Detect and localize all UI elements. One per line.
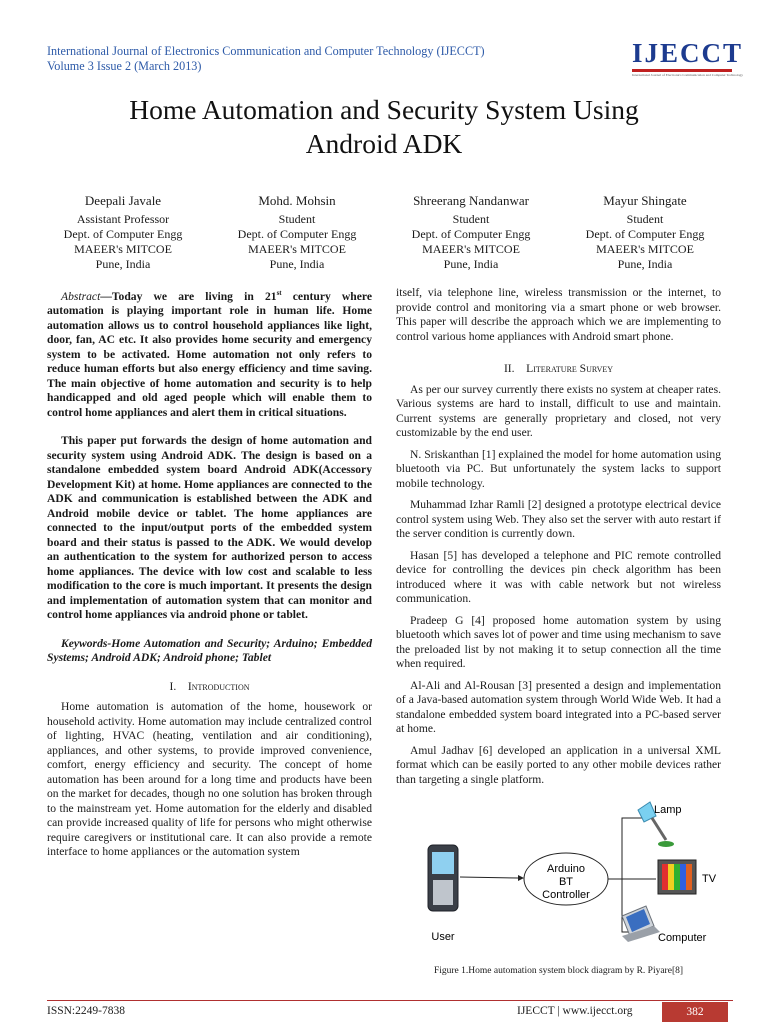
author-place: Pune, India — [443, 257, 499, 271]
logo-underline — [632, 69, 732, 72]
lit-para-7: Amul Jadhav [6] developed an application in a universal XML format which can be easily ported to any other mobile devices rather than targeting a single platform. — [396, 743, 721, 786]
title-line-2: Android ADK — [305, 128, 463, 159]
footer-issn: ISSN:2249-7838 — [47, 1005, 125, 1017]
author-dept: Dept. of Computer Engg — [585, 227, 705, 241]
abstract-label: Abstract — [61, 289, 101, 303]
keywords: Keywords-Home Automation and Security; Arduino; Embedded Systems; Android ADK; Android phone; Tablet — [47, 636, 372, 665]
author-place: Pune, India — [617, 257, 673, 271]
phone-icon — [428, 845, 458, 911]
journal-logo — [626, 38, 744, 78]
lit-para-6: Al-Ali and Al-Rousan [3] presented a design and implementation of a Java-based automation system through World Wide Web. It had a standalone embedded system board integrated into a PC-based server at home. — [396, 678, 721, 735]
abstract-para-1: Abstract—Today we are living in 21st century where automation is playing important role in human life. Home automation allows us to control household appliances like light, door, fan, AC etc. It also provides home security and emergency system to be activated. Home automation not only refers to reduce human efforts but also energy efficiency and time saving. The main objective of home automation and security is to help handicapped and old aged people which will enable them to control home appliances and alert them in critical situations. — [47, 289, 372, 419]
lit-para-1: As per our survey currently there exists no system at cheaper rates. Various systems are hard to install, difficult to use and maintain. Current systems are generally proprietary and closed, not very customizable by the end user. — [396, 382, 721, 439]
arrowhead — [518, 875, 524, 881]
abstract-para-2: This paper put forwards the design of home automation and security system using Android ADK. The design is based on a standalone embedded system board Android ADK(Accessory Development Kit) at home. Home appliances are connected to the ADK and communication is established between the ADK and Android mobile device or tablet. The home appliances are connected to the input/output ports of the embedded system board and their status is passed to the ADK. We would develop an authentication to the system for authorized person to access home appliances. The device with low cost and scalable to less modification to the core is much important. It presents the design and implementation of automation system that can monitor and control home appliances via android phone or tablet. — [47, 434, 372, 622]
author-inst: MAEER's MITCOE — [422, 242, 520, 256]
block-diagram — [410, 800, 730, 960]
author-role: Assistant Professor — [76, 212, 170, 226]
computer-label: Computer — [658, 932, 707, 944]
logo-subtitle: International Journal of Electronics Communication and Computer Technology — [632, 73, 743, 77]
controller-label-3: Controller — [542, 889, 590, 901]
computer-icon — [622, 906, 660, 942]
author-3 — [386, 193, 556, 272]
figure-caption: Figure 1.Home automation system block diagram by R. Piyare[8] — [433, 966, 684, 976]
section-heading-introduction: I. Introduction — [169, 679, 250, 693]
author-dept: Dept. of Computer Engg — [237, 227, 357, 241]
intro-paragraph: Home automation is automation of the home, housework or household activity. Home automation may include centralized control of lighting, HVAC (heating, ventilation and air conditioning), appliances, and other systems, to provide improved convenience, comfort, energy efficiency and security. The concept of home automation has been around for a long time and products have been on the market for decades, though no one solution has broken through to the mainstream yet. Home automation for the elderly and disabled can provide increased quality of life for persons who might otherwise require caregivers or institutional care. It can also provide a remote interface to home appliances or the automation system — [47, 700, 372, 859]
author-name: Mayur Shingate — [603, 193, 687, 208]
author-role: Student — [626, 212, 664, 226]
lamp-label: Lamp — [654, 804, 682, 816]
footer-site: IJECCT | www.ijecct.org — [517, 1005, 633, 1017]
tv-label: TV — [702, 873, 717, 885]
right-column — [396, 286, 721, 787]
author-name: Mohd. Mohsin — [258, 193, 336, 208]
author-place: Pune, India — [269, 257, 325, 271]
controller-label-2: BT — [558, 876, 574, 888]
section-heading-literature: II. Literature Survey — [503, 362, 614, 375]
author-1 — [38, 193, 208, 272]
logo-text: IJECCT — [632, 38, 744, 68]
author-4 — [560, 193, 730, 272]
paper-title — [0, 93, 768, 161]
controller-label-1: Arduino — [547, 863, 585, 875]
author-name: Shreerang Nandanwar — [413, 193, 529, 208]
author-name: Deepali Javale — [84, 193, 162, 208]
author-inst: MAEER's MITCOE — [596, 242, 694, 256]
author-inst: MAEER's MITCOE — [74, 242, 172, 256]
author-dept: Dept. of Computer Engg — [63, 227, 183, 241]
tv-icon — [658, 860, 696, 894]
lit-para-3: Muhammad Izhar Ramli [2] designed a prototype electrical device control system using Web. They also set the server with auto restart if the server condition is currently down. — [396, 498, 721, 540]
arrow-user-controller — [460, 877, 518, 878]
title-line-1: Home Automation and Security System Using — [129, 94, 639, 125]
author-2 — [212, 193, 382, 272]
lit-para-5: Pradeep G [4] proposed home automation system by using bluetooth which saves lot of power and time using mechanism to save the preloaded list by not making it to setup connection all the time when required. — [396, 613, 721, 670]
author-role: Student — [452, 212, 490, 226]
lit-para-4: Hasan [5] has developed a telephone and PIC remote controlled device for controlling the devices pin check algorithm has been introduced where it was with cable network but not wireless communication. — [396, 548, 721, 605]
author-inst: MAEER's MITCOE — [248, 242, 346, 256]
author-place: Pune, India — [95, 257, 151, 271]
user-label: User — [431, 931, 455, 943]
author-role: Student — [278, 212, 316, 226]
footer-divider — [47, 1000, 733, 1001]
author-dept: Dept. of Computer Engg — [411, 227, 531, 241]
journal-header — [47, 44, 485, 74]
page-number: 382 — [662, 1002, 728, 1022]
left-column — [47, 286, 372, 860]
line-to-lamp — [608, 818, 646, 879]
lit-para-2: N. Sriskanthan [1] explained the model for home automation using bluetooth via PC. But unfortunately the system lacks to support mobile technology. — [396, 447, 721, 490]
journal-name: International Journal of Electronics Communication and Computer Technology (IJECCT) — [47, 44, 485, 58]
journal-volume: Volume 3 Issue 2 (March 2013) — [47, 59, 202, 73]
intro-continued: itself, via telephone line, wireless transmission or the internet, to provide control and monitoring via a smart phone or web browser. This paper will describe the approach which we are implementing to control various home appliances with Android smart phone. — [396, 286, 721, 343]
